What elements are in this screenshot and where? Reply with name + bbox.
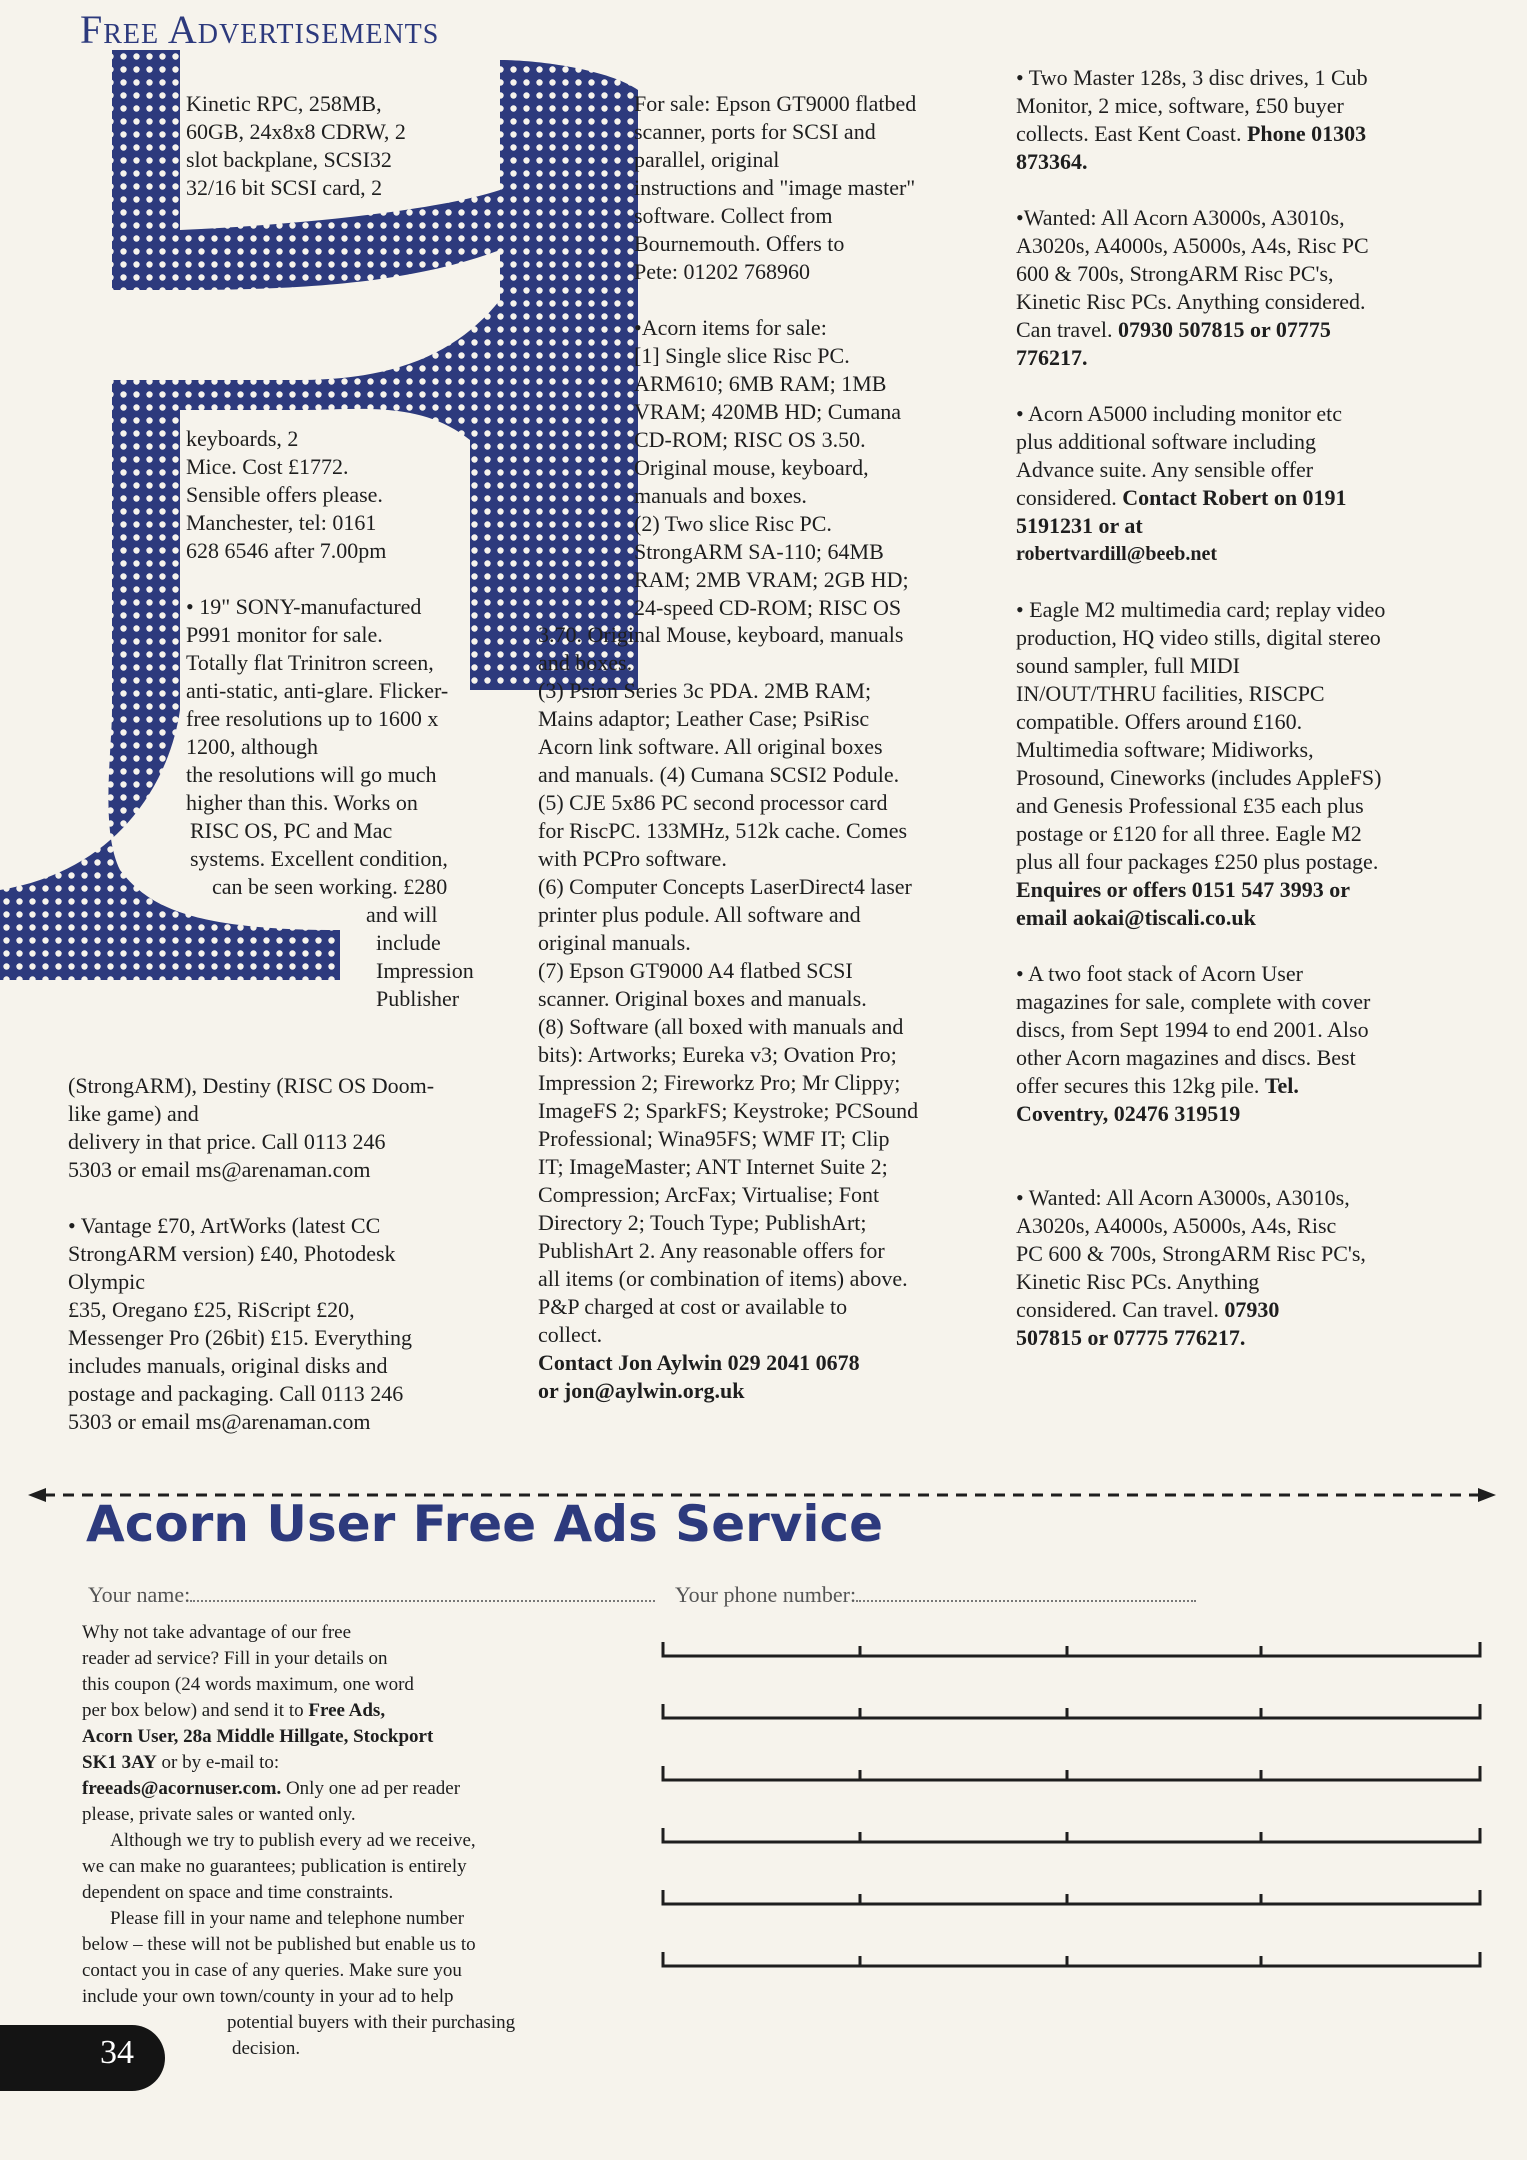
ad-text-line: Acorn link software. All original boxes <box>538 734 883 759</box>
ad-text-line: all items (or combination of items) above. <box>538 1266 908 1291</box>
ad-text-fragment: offer secures this 12kg pile. <box>1016 1073 1260 1098</box>
ad-column-1b <box>186 425 486 1013</box>
word-entry-grid[interactable] <box>655 1640 1485 2010</box>
coupon-paragraph-3 <box>82 1906 622 2062</box>
ad-text-line: • Acorn A5000 including monitor etc <box>1016 401 1343 426</box>
ad-text-line: and will <box>366 902 438 927</box>
ad-wanted-acorn-2 <box>1016 1184 1466 1352</box>
ad-text-line: • Wanted: All Acorn A3000s, A3010s, <box>1016 1185 1350 1210</box>
ad-text-fragment: collects. East Kent Coast. <box>1016 121 1242 146</box>
ad-text-line: and Genesis Professional £35 each plus <box>1016 793 1364 818</box>
page-number-tab <box>0 2025 165 2091</box>
coupon-text-line: Please fill in your name and telephone number <box>110 1908 465 1929</box>
ad-text-line: Sensible offers please. <box>186 482 383 507</box>
ad-text-line: • Eagle M2 multimedia card; replay video <box>1016 597 1386 622</box>
ad-text-line: •Wanted: All Acorn A3000s, A3010s, <box>1016 205 1345 230</box>
coupon-text-line <box>82 1698 622 1724</box>
coupon-text-line: reader ad service? Fill in your details on <box>82 1648 388 1669</box>
coupon-text-line: Why not take advantage of our free <box>82 1622 352 1643</box>
ad-text-line: keyboards, 2 <box>186 426 299 451</box>
contact-phone: 507815 or 07775 776217. <box>1016 1325 1246 1350</box>
ad-text-line: (3) Psion Series 3c PDA. 2MB RAM; <box>538 678 872 703</box>
ad-text-line: the resolutions will go much <box>186 762 437 787</box>
coupon-text-fragment: or by e-mail to: <box>161 1752 280 1773</box>
ad-text-line: Directory 2; Touch Type; PublishArt; <box>538 1210 867 1235</box>
postal-address: Acorn User, 28a Middle Hillgate, Stockport <box>82 1726 434 1747</box>
ad-text-line: Totally flat Trinitron screen, <box>186 650 434 675</box>
coupon-text-fragment: Only one ad per reader <box>285 1778 461 1799</box>
ad-text-line: Messenger Pro (26bit) £15. Everything <box>68 1325 412 1350</box>
ad-wanted-acorn-1 <box>1016 204 1466 372</box>
ad-text-line: original manuals. <box>538 930 691 955</box>
ad-text-line: software. Collect from <box>634 203 833 228</box>
coupon-text-line: potential buyers with their purchasing <box>227 2012 516 2033</box>
ad-text-line: Impression <box>376 958 474 983</box>
ad-text-line: Kinetic Risc PCs. Anything <box>1016 1269 1260 1294</box>
ad-text-line: • Vantage £70, ArtWorks (latest CC <box>68 1213 381 1238</box>
ad-text-line <box>1016 1296 1466 1324</box>
word-grid-dividers <box>860 1646 1261 1966</box>
ad-text-line: •Acorn items for sale: <box>634 315 827 340</box>
free-ads-label: Free Ads, <box>308 1700 386 1721</box>
ad-text-line: includes manuals, original disks and <box>68 1353 388 1378</box>
contact-phone: Contact Robert on 0191 <box>1122 485 1347 510</box>
ad-text-line: Olympic <box>68 1269 145 1294</box>
ad-kinetic-rpc-cont <box>186 425 486 565</box>
ad-text-line: production, HQ video stills, digital stereo <box>1016 625 1381 650</box>
postal-code: SK1 3AY <box>82 1752 157 1773</box>
ad-text-line: 600 & 700s, StrongARM Risc PC's, <box>1016 261 1334 286</box>
ad-text-line: Prosound, Cineworks (includes AppleFS) <box>1016 765 1382 790</box>
ad-text-line: A3020s, A4000s, A5000s, A4s, Risc PC <box>1016 233 1369 258</box>
ad-text-line: postage or £120 for all three. Eagle M2 <box>1016 821 1362 846</box>
ad-text-line: instructions and "image master" <box>634 175 916 200</box>
name-label: Your name: <box>88 1582 191 1607</box>
phone-input-line[interactable] <box>856 1584 1196 1602</box>
contact-line: Enquires or offers 0151 547 3993 or <box>1016 877 1351 902</box>
ad-text-line: • 19" SONY-manufactured <box>186 594 422 619</box>
coupon-text-line: Although we try to publish every ad we receive, <box>110 1830 476 1851</box>
ad-text-line: 60GB, 24x8x8 CDRW, 2 <box>186 119 406 144</box>
coupon-text-line: decision. <box>232 2038 301 2059</box>
ad-acorn-items <box>634 314 1014 622</box>
ad-text-line <box>1016 1072 1466 1100</box>
ad-text-line: other Acorn magazines and discs. Best <box>1016 1045 1356 1070</box>
ad-text-line: Kinetic Risc PCs. Anything considered. <box>1016 289 1366 314</box>
ad-text-line: delivery in that price. Call 0113 246 <box>68 1129 386 1154</box>
ad-text-line: VRAM; 420MB HD; Cumana <box>634 399 902 424</box>
ad-text-line: and boxes. <box>538 650 633 675</box>
ad-text-line: (2) Two slice Risc PC. <box>634 511 832 536</box>
ad-text-line: Bournemouth. Offers to <box>634 231 845 256</box>
ad-text-line: sound sampler, full MIDI <box>1016 653 1240 678</box>
ad-text-line: higher than this. Works on <box>186 790 418 815</box>
contact-phone: 07930 507815 or 07775 <box>1118 317 1331 342</box>
ad-text-line: IN/OUT/THRU facilities, RISCPC <box>1016 681 1325 706</box>
coupon-text-line: contact you in case of any queries. Make sure you <box>82 1960 462 1981</box>
ad-text-line: (6) Computer Concepts LaserDirect4 laser <box>538 874 912 899</box>
ad-text-line: free resolutions up to 1600 x <box>186 706 439 731</box>
ad-text-line: 32/16 bit SCSI card, 2 <box>186 175 383 200</box>
ad-text-line: Publisher <box>376 986 460 1011</box>
ad-text-line: Pete: 01202 768960 <box>634 259 810 284</box>
ad-column-1 <box>186 90 486 202</box>
ad-text-line: • A two foot stack of Acorn User <box>1016 961 1303 986</box>
name-input-line[interactable] <box>190 1584 655 1602</box>
ad-text-line: RISC OS, PC and Mac <box>190 818 393 843</box>
ad-text-line: StrongARM SA-110; 64MB <box>634 539 884 564</box>
coupon-text-line: dependent on space and time constraints. <box>82 1882 394 1903</box>
ad-text-line <box>1016 484 1466 512</box>
ad-text-line: (8) Software (all boxed with manuals and <box>538 1014 904 1039</box>
ad-column-1c <box>68 1072 498 1436</box>
coupon-text-line: this coupon (24 words maximum, one word <box>82 1674 414 1695</box>
ad-text-line: 1200, although <box>186 734 318 759</box>
coupon-text-line <box>82 1776 622 1802</box>
ad-text-line: • Two Master 128s, 3 disc drives, 1 Cub <box>1016 65 1368 90</box>
ad-text-line: 24-speed CD-ROM; RISC OS <box>634 595 902 620</box>
word-grid-lines <box>663 1642 1480 1966</box>
ad-text-line: CD-ROM; RISC OS 3.50. <box>634 427 866 452</box>
ad-text-line: P&P charged at cost or available to <box>538 1294 848 1319</box>
ad-text-line <box>1016 316 1466 344</box>
ad-text-line: IT; ImageMaster; ANT Internet Suite 2; <box>538 1154 888 1179</box>
ad-text-fragment: Can travel. <box>1016 317 1113 342</box>
ad-text-line: plus additional software including <box>1016 429 1316 454</box>
ad-text-line: PublishArt 2. Any reasonable offers for <box>538 1238 885 1263</box>
ad-text-line: Advance suite. Any sensible offer <box>1016 457 1314 482</box>
contact-phone: 5191231 or at <box>1016 513 1143 538</box>
ad-column-2b <box>538 621 998 1405</box>
ad-acorn-user-magazines <box>1016 960 1466 1128</box>
contact-phone: Coventry, 02476 319519 <box>1016 1101 1241 1126</box>
ad-text-line: anti-static, anti-glare. Flicker- <box>186 678 449 703</box>
ad-text-line: compatible. Offers around £160. <box>1016 709 1303 734</box>
ad-text-line <box>1016 120 1466 148</box>
ad-text-line: collect. <box>538 1322 603 1347</box>
ad-text-line: Compression; ArcFax; Virtualise; Font <box>538 1182 880 1207</box>
ad-text-line: Monitor, 2 mice, software, £50 buyer <box>1016 93 1344 118</box>
coupon-text-line: please, private sales or wanted only. <box>82 1804 356 1825</box>
ad-text-line: RAM; 2MB VRAM; 2GB HD; <box>634 567 909 592</box>
coupon-text-fragment: per box below) and send it to <box>82 1700 304 1721</box>
ad-vantage-artworks <box>68 1212 498 1436</box>
ad-text-line: (5) CJE 5x86 PC second processor card <box>538 790 888 815</box>
ad-text-line: Mice. Cost £1772. <box>186 454 349 479</box>
coupon-instructions <box>82 1620 622 2062</box>
ad-text-line: Impression 2; Fireworkz Pro; Mr Clippy; <box>538 1070 901 1095</box>
ad-text-line: Kinetic RPC, 258MB, <box>186 91 382 116</box>
phone-label: Your phone number: <box>675 1582 857 1607</box>
contact-email: email aokai@tiscali.co.uk <box>1016 905 1256 930</box>
ad-text-line: Professional; Wina95FS; WMF IT; Clip <box>538 1126 890 1151</box>
ad-text-line: (7) Epson GT9000 A4 flatbed SCSI <box>538 958 853 983</box>
ad-text-line: £35, Oregano £25, RiScript £20, <box>68 1297 355 1322</box>
ad-text-line: Manchester, tel: 0161 <box>186 510 377 535</box>
ad-text-line: P991 monitor for sale. <box>186 622 383 647</box>
ad-epson-scanner <box>634 90 1014 286</box>
coupon-text-line <box>82 1750 622 1776</box>
ad-text-line: include <box>376 930 441 955</box>
ad-eagle-m2 <box>1016 596 1466 932</box>
ad-text-line: (StrongARM), Destiny (RISC OS Doom- <box>68 1073 435 1098</box>
ad-text-line: manuals and boxes. <box>634 483 807 508</box>
ad-text-line: plus all four packages £250 plus postage. <box>1016 849 1379 874</box>
ad-master-128 <box>1016 64 1466 176</box>
contact-line: or jon@aylwin.org.uk <box>538 1378 745 1403</box>
ad-sony-monitor-cont <box>68 1072 498 1184</box>
ad-text-line: 5303 or email ms@arenaman.com <box>68 1409 371 1434</box>
contact-phone: 776217. <box>1016 345 1088 370</box>
ad-text-line: Multimedia software; Midiworks, <box>1016 737 1314 762</box>
ad-text-line: discs, from Sept 1994 to end 2001. Also <box>1016 1017 1369 1042</box>
ad-text-line: Mains adaptor; Leather Case; PsiRisc <box>538 706 870 731</box>
phone-field[interactable] <box>675 1582 1196 1608</box>
ad-text-line: 5303 or email ms@arenaman.com <box>68 1157 371 1182</box>
name-field[interactable] <box>88 1582 655 1608</box>
ad-text-line: 628 6546 after 7.00pm <box>186 538 387 563</box>
contact-phone: 07930 <box>1224 1297 1280 1322</box>
coupon-paragraph-2 <box>82 1828 622 1906</box>
ad-text-line: printer plus podule. All software and <box>538 902 861 927</box>
ad-text-fragment: considered. <box>1016 485 1117 510</box>
coupon-text-line: we can make no guarantees; publication is entirely <box>82 1856 467 1877</box>
ad-text-line: systems. Excellent condition, <box>190 846 448 871</box>
ad-text-line: scanner, ports for SCSI and <box>634 119 876 144</box>
ad-text-line: parallel, original <box>634 147 780 172</box>
contact-phone: 873364. <box>1016 149 1088 174</box>
ad-text-line: 3.70. Original Mouse, keyboard, manuals <box>538 622 904 647</box>
ad-text-line: Original mouse, keyboard, <box>634 455 869 480</box>
coupon-text-line: below – these will not be published but enable us to <box>82 1934 476 1955</box>
ad-text-line: with PCPro software. <box>538 846 727 871</box>
ad-text-line: scanner. Original boxes and manuals. <box>538 986 867 1011</box>
contact-phone: Phone 01303 <box>1246 121 1367 146</box>
contact-label: Tel. <box>1264 1073 1299 1098</box>
contact-line: Contact Jon Aylwin 029 2041 0678 <box>538 1350 860 1375</box>
ad-sony-monitor <box>186 593 486 1013</box>
ad-text-line: bits): Artworks; Eureka v3; Ovation Pro; <box>538 1042 897 1067</box>
coupon-paragraph-1 <box>82 1620 622 1828</box>
ad-text-line: like game) and <box>68 1101 199 1126</box>
ad-column-2 <box>634 90 1014 622</box>
ad-text-line: [1] Single slice Risc PC. <box>634 343 850 368</box>
ad-text-line: PC 600 & 700s, StrongARM Risc PC's, <box>1016 1241 1366 1266</box>
ad-text-line: and manuals. (4) Cumana SCSI2 Podule. <box>538 762 900 787</box>
ad-text-line: ARM610; 6MB RAM; 1MB <box>634 371 887 396</box>
section-title: Free Advertisements <box>80 7 440 52</box>
ad-kinetic-rpc <box>186 90 486 202</box>
ad-text-line: ImageFS 2; SparkFS; Keystroke; PCSound <box>538 1098 919 1123</box>
page-number: 34 <box>100 2034 134 2071</box>
ad-text-line: postage and packaging. Call 0113 246 <box>68 1381 404 1406</box>
coupon-text-line: include your own town/county in your ad to help <box>82 1986 454 2007</box>
ad-acorn-items-cont <box>538 621 998 1405</box>
ad-text-line: slot backplane, SCSI32 <box>186 147 392 172</box>
ad-column-3 <box>1016 64 1466 1352</box>
ad-text-line: StrongARM version) £40, Photodesk <box>68 1241 396 1266</box>
ad-text-fragment: considered. Can travel. <box>1016 1297 1219 1322</box>
contact-email: robertvardill@beeb.net <box>1016 543 1217 565</box>
ad-acorn-a5000 <box>1016 400 1466 568</box>
ad-text-line: can be seen working. £280 <box>212 874 448 899</box>
coupon-title: Acorn User Free Ads Service <box>86 1495 884 1553</box>
ad-text-line: for RiscPC. 133MHz, 512k cache. Comes <box>538 818 908 843</box>
ad-text-line: For sale: Epson GT9000 flatbed <box>634 91 917 116</box>
coupon-email[interactable]: freeads@acornuser.com. <box>82 1778 282 1799</box>
ad-text-line: A3020s, A4000s, A5000s, A4s, Risc <box>1016 1213 1337 1238</box>
ad-text-line: magazines for sale, complete with cover <box>1016 989 1371 1014</box>
